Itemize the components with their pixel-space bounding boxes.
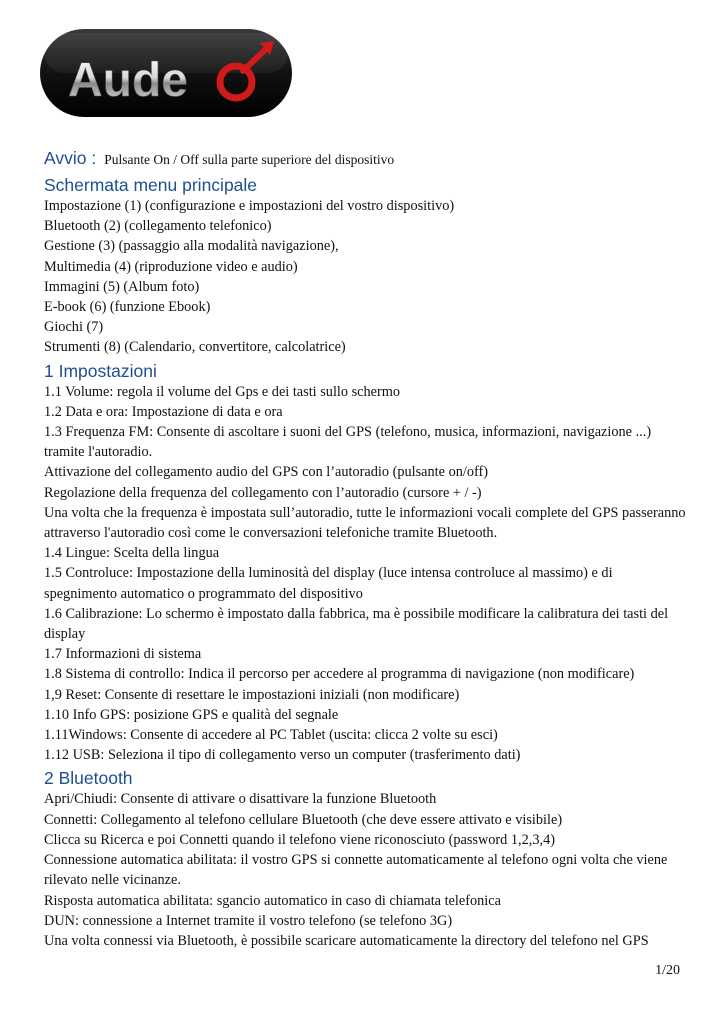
list-item: 1,9 Reset: Consente di resettare le impostazioni iniziali (non modificare) xyxy=(44,686,460,703)
settings-heading: 1 Impostazioni xyxy=(44,360,157,381)
list-item: Immagini (5) (Album foto) xyxy=(44,278,200,295)
startup-line xyxy=(44,148,688,172)
list-item: Risposta automatica abilitata: sgancio automatico in caso di chiamata telefonica xyxy=(44,892,501,909)
list-item: Gestione (3) (passaggio alla modalità navigazione), xyxy=(44,238,339,255)
list-item: 1.6 Calibrazione: Lo schermo è impostato dalla fabbrica, ma è possibile modificare la calibratura dei tasti del display xyxy=(44,605,669,643)
list-item: 1.10 Info GPS: posizione GPS e qualità del segnale xyxy=(44,706,339,723)
list-item: Attivazione del collegamento audio del GPS con l’autoradio (pulsante on/off) xyxy=(44,464,489,481)
list-item: Una volta che la frequenza è impostata sull’autoradio, tutte le informazioni vocali complete del GPS passeranno attraverso l'autoradio così come le conversazioni telefoniche tramite Bluetooth. xyxy=(44,504,686,542)
list-item: Connessione automatica abilitata: il vostro GPS si connette automaticamente al telefono ogni volta che viene rilevato nelle vicinanze. xyxy=(44,852,668,889)
list-item: Giochi (7) xyxy=(44,319,104,336)
logo-wordmark: Aude xyxy=(68,54,188,107)
list-item: 1.5 Controluce: Impostazione della luminosità del display (luce intensa controluce al massimo) e di spegnimento automatico o programmato del dispositivo xyxy=(44,565,613,602)
list-item: 1.2 Data e ora: Impostazione di data e ora xyxy=(44,403,283,420)
list-item: E-book (6) (funzione Ebook) xyxy=(44,299,211,316)
startup-heading: Avvio : xyxy=(44,148,97,168)
document-body xyxy=(44,148,688,951)
audeo-logo xyxy=(38,27,294,119)
list-item: 1.1 Volume: regola il volume del Gps e dei tasti sullo schermo xyxy=(44,383,401,400)
list-item: Multimedia (4) (riproduzione video e audio) xyxy=(44,258,298,275)
list-item: Apri/Chiudi: Consente di attivare o disattivare la funzione Bluetooth xyxy=(44,791,437,808)
list-item: Connetti: Collegamento al telefono cellulare Bluetooth (che deve essere attivato e visibile) xyxy=(44,811,563,828)
list-item: 1.12 USB: Seleziona il tipo di collegamento verso un computer (trasferimento dati) xyxy=(44,747,521,764)
list-item: 1.7 Informazioni di sistema xyxy=(44,646,202,663)
list-item: DUN: connessione a Internet tramite il vostro telefono (se telefono 3G) xyxy=(44,912,453,929)
startup-text: Pulsante On / Off sulla parte superiore del dispositivo xyxy=(104,152,395,167)
page-number: 1/20 xyxy=(655,963,680,978)
list-item: Impostazione (1) (configurazione e impostazioni del vostro dispositivo) xyxy=(44,198,455,214)
list-item: Una volta connessi via Bluetooth, è possibile scaricare automaticamente la directory del telefono nel GPS xyxy=(44,932,649,949)
list-item: 1.11Windows: Consente di accedere al PC Tablet (uscita: clicca 2 volte su esci) xyxy=(44,727,498,744)
main-menu-heading: Schermata menu principale xyxy=(44,175,258,195)
list-item: Regolazione della frequenza del collegamento con l’autoradio (cursore + / -) xyxy=(44,484,482,501)
list-item: Bluetooth (2) (collegamento telefonico) xyxy=(44,218,272,235)
list-item: 1.8 Sistema di controllo: Indica il percorso per accedere al programma di navigazione (non modificare) xyxy=(44,666,635,683)
list-item: Clicca su Ricerca e poi Connetti quando il telefono viene riconosciuto (password 1,2,3,4) xyxy=(44,831,555,848)
list-item: 1.3 Frequenza FM: Consente di ascoltare i suoni del GPS (telefono, musica, informazioni, navigazione ...) tramite l'autoradio. xyxy=(44,424,652,461)
bluetooth-heading: 2 Bluetooth xyxy=(44,768,133,789)
list-item: Strumenti (8) (Calendario, convertitore, calcolatrice) xyxy=(44,339,346,356)
audeo-logo-graphic xyxy=(38,27,294,119)
list-item: 1.4 Lingue: Scelta della lingua xyxy=(44,545,220,562)
